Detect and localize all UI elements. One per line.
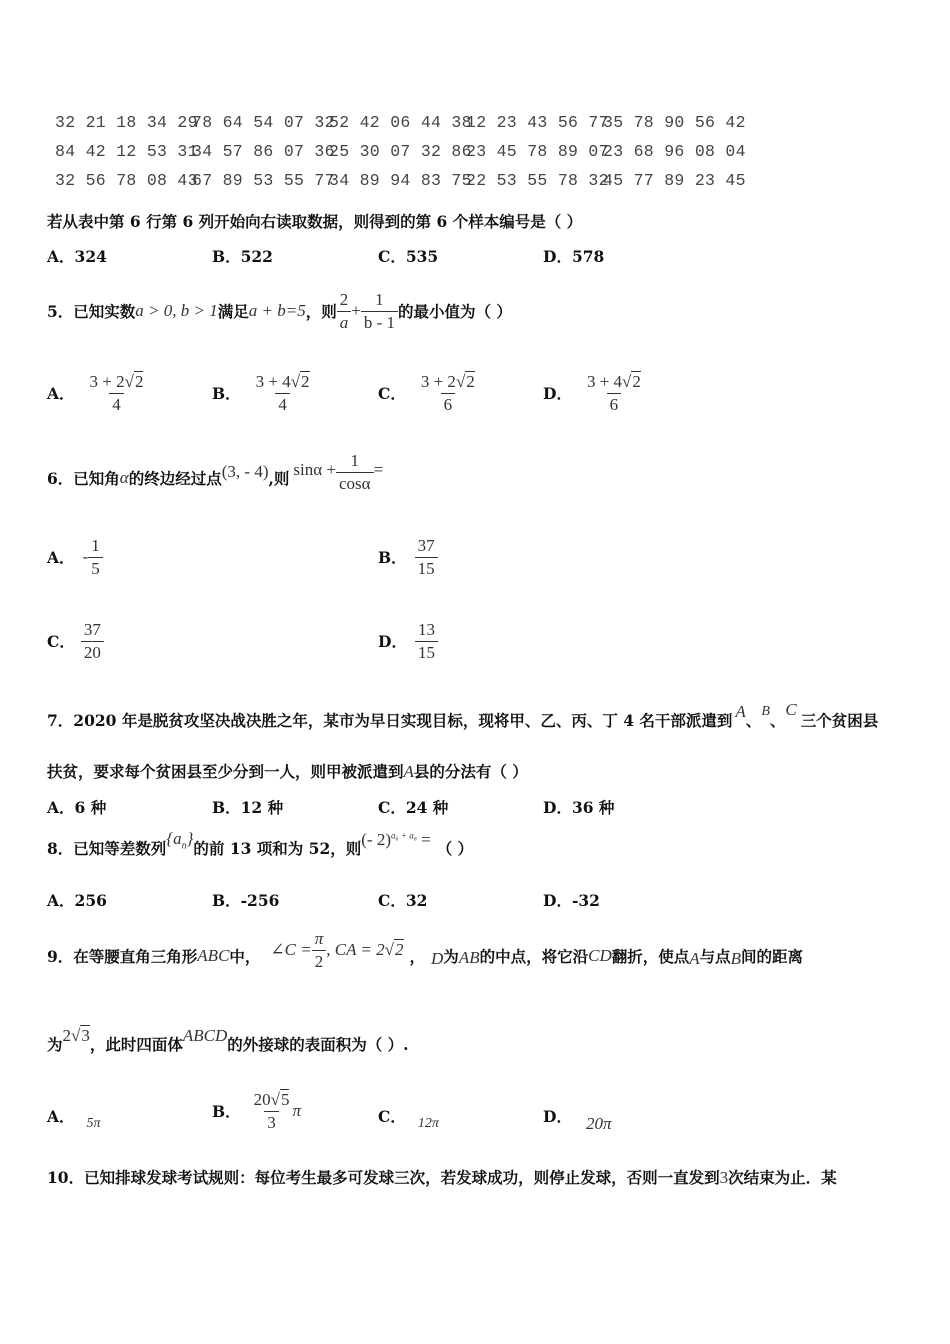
q4-option-d[interactable]: [543, 245, 604, 267]
table-cell: 23 68 96 08 04: [603, 142, 746, 161]
table-cell: 25 30 07 32 86: [329, 142, 472, 161]
q7-option-c[interactable]: C．24 种: [378, 798, 449, 817]
q7-option-a[interactable]: A．6 种: [47, 798, 107, 817]
question-7-line-2: 扶贫，要求每个贫困县至少分到一人，则甲被派遣到A县的分法有（ ）: [47, 762, 528, 781]
q8-option-c[interactable]: C．32: [378, 891, 428, 910]
sequence-symbol: $\{a_n\}$: [166, 828, 194, 852]
table-cell: 78 64 54 07 32: [192, 113, 335, 132]
option-label: B．: [212, 247, 241, 266]
option-fraction: $\frac{3 + 2√2}{6}$: [420, 371, 475, 414]
table-cell: 23 45 78 89 07: [466, 142, 609, 161]
table-cell: 22 53 55 78 32: [466, 171, 609, 190]
q5-mid: 满足: [217, 302, 249, 321]
option-label: D．: [543, 247, 572, 266]
q4-option-a[interactable]: [47, 245, 107, 267]
option-fraction: $\frac{20√5}{3}$: [253, 1089, 290, 1132]
question-9-line-2: 为 2√3 ，此时四面体 ABCD 的外接球的表面积为（ ）.: [47, 1026, 409, 1054]
q4-option-c[interactable]: [378, 245, 438, 267]
q5-condition: a > 0, b > 1: [135, 301, 218, 320]
option-value: 522: [240, 247, 273, 266]
table-cell: 32 56 78 08 43: [55, 171, 198, 190]
q5-suffix: 的最小值为（ ）: [398, 302, 512, 321]
table-cell: 45 77 89 23 45: [603, 171, 746, 190]
alpha-symbol: α: [119, 468, 129, 487]
q6-sin: sinα +: [293, 460, 336, 479]
q7-option-b[interactable]: B．12 种: [212, 798, 284, 817]
table-cell: 34 57 86 07 36: [192, 142, 335, 161]
q7-option-d[interactable]: D．36 种: [543, 798, 615, 817]
q5-fraction-2: $\frac{1}{b - 1}$: [361, 289, 398, 334]
option-label: A．: [47, 247, 75, 266]
option-fraction: $\frac{3 + 2√2}{4}$: [89, 371, 144, 414]
option-fraction: $\frac{3 + 4√2}{4}$: [255, 371, 310, 414]
table-cell: 32 21 18 34 29: [55, 113, 198, 132]
q5-fraction-1: $\frac{2}{a}$: [337, 289, 352, 334]
option-fraction: $\frac{3 + 4√2}{6}$: [586, 371, 641, 414]
q6-point: (3, - 4): [221, 462, 269, 481]
q5-option-c[interactable]: C． $\frac{3 + 2√2}{6}$: [378, 364, 478, 422]
q6-option-d[interactable]: D． $\frac{13}{15}$: [378, 612, 438, 670]
q6-fraction: $\frac{1}{\cos\alpha}$: [336, 450, 374, 495]
q5-option-b[interactable]: B． $\frac{3 + 4√2}{4}$: [212, 364, 313, 422]
pi-over-two: $\frac{\pi}{2}$: [312, 928, 327, 973]
distance-value: 2√3: [62, 1026, 90, 1045]
option-value: 578: [571, 247, 605, 266]
option-fraction: $\frac{37}{15}$: [415, 535, 438, 580]
table-row: [55, 108, 746, 137]
table-cell: 12 23 43 56 77: [466, 113, 609, 132]
table-cell: 35 78 90 56 42: [603, 113, 746, 132]
q9-option-d[interactable]: D． 20π: [543, 1107, 612, 1133]
table-cell: 52 42 06 44 38: [329, 113, 472, 132]
table-cell: 67 89 53 55 77: [192, 171, 335, 190]
table-cell: 84 42 12 53 31: [55, 142, 198, 161]
q9-option-a[interactable]: A． 5π: [47, 1107, 101, 1131]
plus-sign: +: [351, 301, 361, 320]
q5-then: ，则: [305, 302, 337, 321]
random-number-table: [55, 108, 746, 195]
question-6: 6．已知角 α 的终边经过点 (3, - 4) ,则 sinα + $\frac{1}{\cos\alpha}$ =: [47, 450, 384, 493]
table-row: [55, 166, 746, 195]
q6-option-b[interactable]: B． $\frac{37}{15}$: [378, 528, 438, 586]
option-label: C．: [378, 247, 406, 266]
option-fraction: $\frac{1}{5}$: [88, 535, 103, 580]
q4-option-b[interactable]: [212, 245, 273, 267]
q5-option-d[interactable]: D． $\frac{3 + 4√2}{6}$: [543, 364, 644, 422]
question-10: 10．已知排球发球考试规则：每位考生最多可发球三次，若发球成功，则停止发球，否则一直发到3次结束为止．某: [47, 1168, 837, 1187]
question-5: [47, 283, 512, 339]
question-8: 8．已知等差数列 $\{a_n\}$ 的前 13 项和为 52，则 (- 2)$^{a_6 + a_8}$ = （ ）: [47, 828, 474, 858]
q8-option-b[interactable]: B．-256: [212, 891, 280, 910]
q9-option-c[interactable]: C． 12π: [378, 1107, 439, 1131]
q8-option-a[interactable]: A．256: [47, 891, 107, 910]
option-fraction: $\frac{37}{20}$: [81, 619, 104, 664]
ca-length: , CA = 2√2: [326, 940, 404, 959]
question-7-line-1: 7．2020 年是脱贫攻坚决战决胜之年，某市为早日实现目标，现将甲、乙、丙、丁 4 名干部派遣到 A 、 B 、 C 三个贫困县: [47, 700, 879, 730]
q5-equation: a + b=5: [248, 301, 306, 320]
q6-option-c[interactable]: C． $\frac{37}{20}$: [47, 612, 104, 670]
option-value: 535: [405, 247, 439, 266]
table-row: [55, 137, 746, 166]
q5-prefix: 5．已知实数: [47, 302, 136, 321]
option-fraction: $\frac{13}{15}$: [415, 619, 438, 664]
q9-option-b[interactable]: B． $\frac{20√5}{3}$ π: [212, 1089, 301, 1132]
question-9-line-1: 9．在等腰直角三角形 ABC 中， ∠C = $\frac{\pi}{2}$ , CA = 2√2 ， D 为 AB 的中点，将它沿 CD 翻折，使点 A 与点 B 间的距离: [47, 928, 804, 971]
option-value: 324: [74, 247, 107, 266]
q5-option-a[interactable]: A． $\frac{3 + 2√2}{4}$: [47, 364, 146, 422]
q8-expression: (- 2)$^{a_6 + a_8}$ =: [361, 830, 431, 849]
table-cell: 34 89 94 83 75: [329, 171, 472, 190]
question-4-text: 若从表中第 6 行第 6 列开始向右读取数据，则得到的第 6 个样本编号是（ ）: [47, 212, 583, 231]
q8-option-d[interactable]: D．-32: [543, 891, 600, 910]
q6-option-a[interactable]: A． - $\frac{1}{5}$: [47, 528, 103, 586]
